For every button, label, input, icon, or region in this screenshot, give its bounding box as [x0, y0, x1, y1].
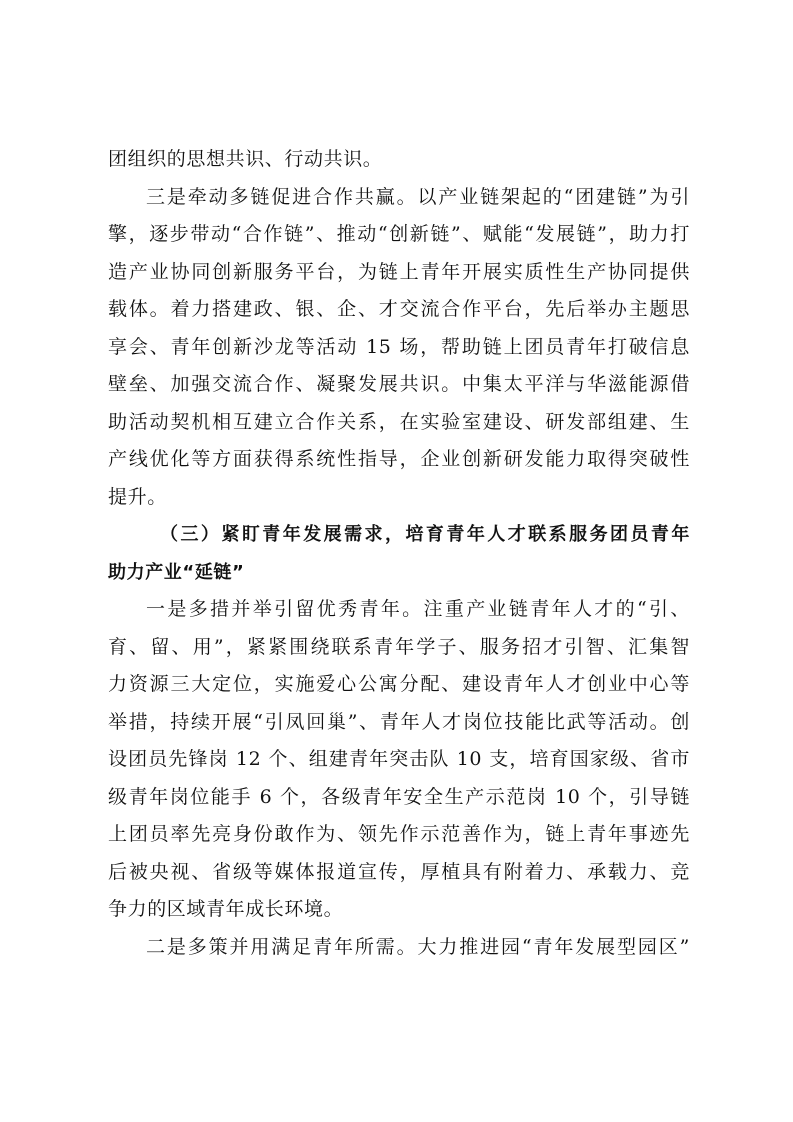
section-heading: 助力产业“延链” [108, 561, 245, 583]
paragraph-line: 举措，持续开展“引凤回巢”、青年人才岗位技能比武等活动。创 [108, 710, 690, 733]
paragraph-line: 力资源三大定位，实施爱心公寓分配、建设青年人才创业中心等 [108, 673, 690, 695]
paragraph-line: 设团员先锋岗 12 个、组建青年突击队 10 支，培育国家级、省市 [108, 748, 690, 770]
paragraph-line: 产线优化等方面获得系统性指导，企业创新研发能力取得突破性 [108, 448, 690, 470]
paragraph-line: 载体。着力搭建政、银、企、才交流合作平台，先后举办主题思 [108, 298, 690, 320]
paragraph-line: 壁垒、加强交流合作、凝聚发展共识。中集太平洋与华滋能源借 [108, 373, 690, 395]
paragraph-line: 三是牵动多链促进合作共赢。以产业链架起的“团建链”为引 [146, 185, 690, 208]
paragraph-line: 提升。 [108, 485, 167, 508]
paragraph-line: 育、留、用”，紧紧围绕联系青年学子、服务招才引智、汇集智 [108, 635, 690, 658]
paragraph-line: 享会、青年创新沙龙等活动 15 场，帮助链上团员青年打破信息 [108, 335, 690, 358]
document-body [108, 141, 690, 966]
paragraph-line: 助活动契机相互建立合作关系，在实验室建设、研发部组建、生 [108, 410, 690, 433]
paragraph-line: 造产业协同创新服务平台，为链上青年开展实质性生产协同提供 [108, 260, 690, 283]
paragraph-line: 级青年岗位能手 6 个，各级青年安全生产示范岗 10 个，引导链 [108, 785, 690, 808]
paragraph-line: 擎，逐步带动“合作链”、推动“创新链”、赋能“发展链”，助力打 [108, 223, 690, 245]
paragraph-line: 后被央视、省级等媒体报道宣传，厚植具有附着力、承载力、竞 [108, 860, 690, 883]
paragraph-line: 二是多策并用满足青年所需。大力推进园“青年发展型园区” [146, 935, 690, 958]
paragraph-line: 团组织的思想共识、行动共识。 [108, 148, 383, 170]
paragraph-line: 上团员率先亮身份敢作为、领先作示范善作为，链上青年事迹先 [108, 823, 690, 845]
paragraph-line: 争力的区域青年成长环境。 [108, 898, 344, 920]
section-heading: （三）紧盯青年发展需求，培育青年人才联系服务团员青年 [160, 524, 690, 545]
paragraph-line: 一是多措并举引留优秀青年。注重产业链青年人才的“引、 [146, 598, 690, 620]
